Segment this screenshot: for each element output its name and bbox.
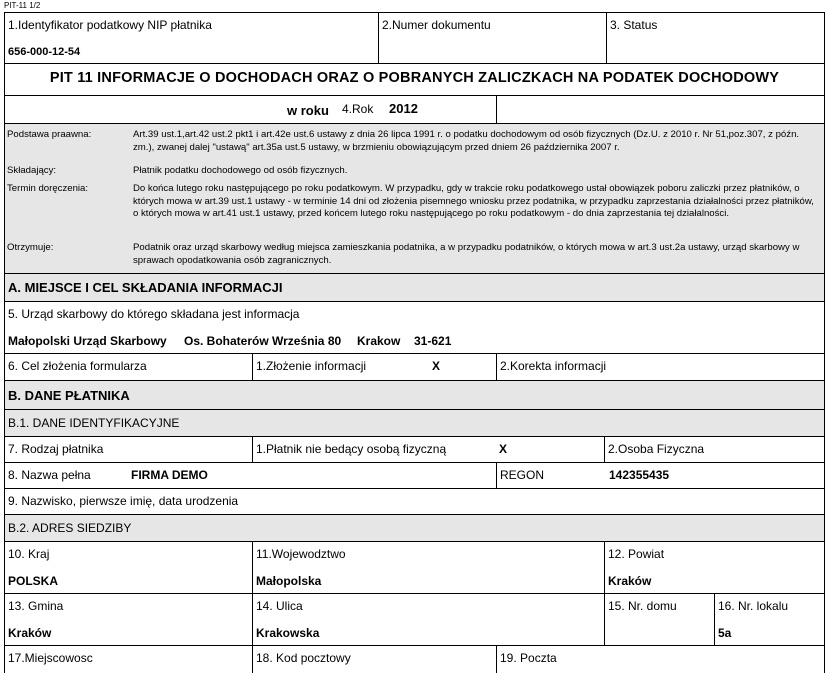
payer-type-option-entity-label: 1.Płatnik nie bedący osobą fizyczną [256, 442, 447, 456]
tax-office-zip: 31-621 [414, 334, 452, 348]
status-field[interactable] [607, 13, 825, 64]
postal-code-label: 18. Kod pocztowy [256, 651, 351, 665]
country-value: POLSKA [8, 574, 59, 588]
form-title: PIT 11 INFORMACJE O DOCHODACH ORAZ O POBRANYCH ZALICZKACH NA PODATEK DOCHODOWY [49, 70, 780, 86]
commune-label: 13. Gmina [8, 599, 64, 613]
section-b2-title: B.2. ADRES SIEDZIBY [8, 521, 132, 535]
section-a-header [5, 274, 825, 302]
legal-basis-text: Art.39 ust.1,art.42 ust.2 pkt1 i art.42e ust.6 ustawy z dnia 26 lipca 1991 r. o podatku dochodowym od osób fizycznych (Dz.U. z 2010 r. Nr 51,poz.307, z późn. zm.), zwanej dalej "ustawą" art.35a ust.5 ustawy, w brzmieniu obowiązującym przed dniem 26 października 2007 r. [133, 129, 800, 153]
post-office-field[interactable] [497, 646, 825, 673]
purpose-option-correction[interactable] [497, 354, 825, 381]
street-field[interactable] [253, 594, 605, 646]
year-value: 2012 [389, 101, 418, 116]
city-label: 17.Miejscowosc [8, 651, 93, 665]
country-label: 10. Kraj [8, 547, 50, 561]
tax-office-field[interactable] [5, 302, 825, 354]
nip-field [5, 13, 379, 64]
full-name-value: FIRMA DEMO [131, 468, 208, 482]
legal-deadline-text: Do końca lutego roku następującego po roku podatkowym. W przypadku, gdy w trakcie roku podatkowego ustał obowiązek poboru zaliczki przez płatników, o których mowa w art.39 ust.1 ustawy - w terminie 14 dni od złożenia pisemnego wniosku przez podatnika, w przypadku zaprzestania działalności przez płatników, o których mowa w art.41 ust.1 ustawy, przed końcem lutego roku następującego po roku podatkowym - do dnia zaprzestania tej działalności. [133, 183, 814, 219]
flat-number-label: 16. Nr. lokalu [718, 599, 789, 613]
section-b-title: B. DANE PŁATNIKA [8, 388, 130, 403]
tax-office-street: Os. Bohaterów Września 80 [184, 334, 342, 348]
flat-number-field[interactable] [715, 594, 825, 646]
form-title-row [5, 64, 825, 96]
tax-office-city: Krakow [357, 334, 401, 348]
county-label: 12. Powiat [608, 547, 665, 561]
legal-info-block [5, 124, 825, 274]
legal-recipient-key: Otrzymuje: [7, 242, 54, 253]
regon-value: 142355435 [609, 468, 670, 482]
voivodeship-label: 11.Wojewodztwo [256, 547, 346, 561]
street-value: Krakowska [256, 626, 320, 640]
payer-type-option-person-label: 2.Osoba Fizyczna [608, 442, 705, 456]
street-label: 14. Ulica [256, 599, 303, 613]
purpose-option-submission-mark: X [432, 359, 441, 373]
voivodeship-value: Małopolska [256, 574, 322, 588]
purpose-row [5, 354, 253, 381]
payer-type-row [5, 437, 253, 463]
full-name-label: 8. Nazwa pełna [8, 468, 91, 482]
person-details-field[interactable] [5, 489, 825, 515]
county-field[interactable] [605, 542, 825, 594]
purpose-option-correction-label: 2.Korekta informacji [500, 359, 607, 373]
tax-office-name: Małopolski Urząd Skarbowy [8, 334, 167, 348]
page-reference: PIT-11 1/2 [4, 1, 41, 10]
purpose-option-submission[interactable] [253, 354, 497, 381]
section-b-header [5, 381, 825, 410]
tax-office-label: 5. Urząd skarbowy do którego składana jest informacja [8, 307, 300, 321]
country-field[interactable] [5, 542, 253, 594]
legal-recipient-text: Podatnik oraz urząd skarbowy według miejsca zamieszkania podatnika, a w przypadku podatników, o których mowa w art.3 ust.2a ustawy, urząd skarbowy w sprawach opodatkowania osób zagranicznych. [133, 242, 800, 266]
legal-deadline-key: Termin doręczenia: [7, 183, 89, 194]
purpose-label: 6. Cel złożenia formularza [8, 359, 147, 373]
voivodeship-field[interactable] [253, 542, 605, 594]
legal-submitter-text: Płatnik podatku dochodowego od osób fizycznych. [133, 165, 348, 176]
commune-value: Kraków [8, 626, 52, 640]
person-details-label: 9. Nazwisko, pierwsze imię, data urodzenia [8, 494, 239, 508]
county-value: Kraków [608, 574, 652, 588]
legal-basis-key: Podstawa praawna: [7, 129, 92, 140]
full-name-field[interactable] [5, 463, 497, 489]
nip-label: 1.Identyfikator podatkowy NIP płatnika [8, 18, 212, 32]
commune-field[interactable] [5, 594, 253, 646]
purpose-option-submission-label: 1.Złożenie informacji [256, 359, 367, 373]
payer-type-option-person[interactable] [605, 437, 825, 463]
regon-label: REGON [500, 468, 545, 482]
legal-submitter-key: Składający: [7, 165, 57, 176]
flat-number-value: 5a [718, 626, 732, 640]
section-b1-title: B.1. DANE IDENTYFIKACYJNE [8, 416, 180, 430]
house-number-field[interactable] [605, 594, 715, 646]
postal-code-field[interactable] [253, 646, 497, 673]
section-b1-header [5, 410, 825, 437]
house-number-label: 15. Nr. domu [608, 599, 677, 613]
section-b2-header [5, 515, 825, 542]
document-number-label: 2.Numer dokumentu [382, 18, 491, 32]
nip-value[interactable]: 656-000-12-54 [8, 46, 81, 58]
year-label: 4.Rok [342, 102, 374, 116]
year-prefix: w roku [287, 103, 329, 118]
payer-type-option-entity[interactable] [253, 437, 605, 463]
post-office-label: 19. Poczta [500, 651, 557, 665]
payer-type-label: 7. Rodzaj płatnika [8, 442, 104, 456]
city-field[interactable] [5, 646, 253, 673]
year-field[interactable] [339, 96, 497, 124]
regon-field[interactable] [497, 463, 825, 489]
document-number-field[interactable] [379, 13, 607, 64]
section-a-title: A. MIEJSCE I CEL SKŁADANIA INFORMACJI [8, 280, 283, 295]
pit11-form [4, 12, 825, 673]
status-label: 3. Status [610, 18, 658, 32]
payer-type-option-entity-mark: X [499, 442, 508, 456]
